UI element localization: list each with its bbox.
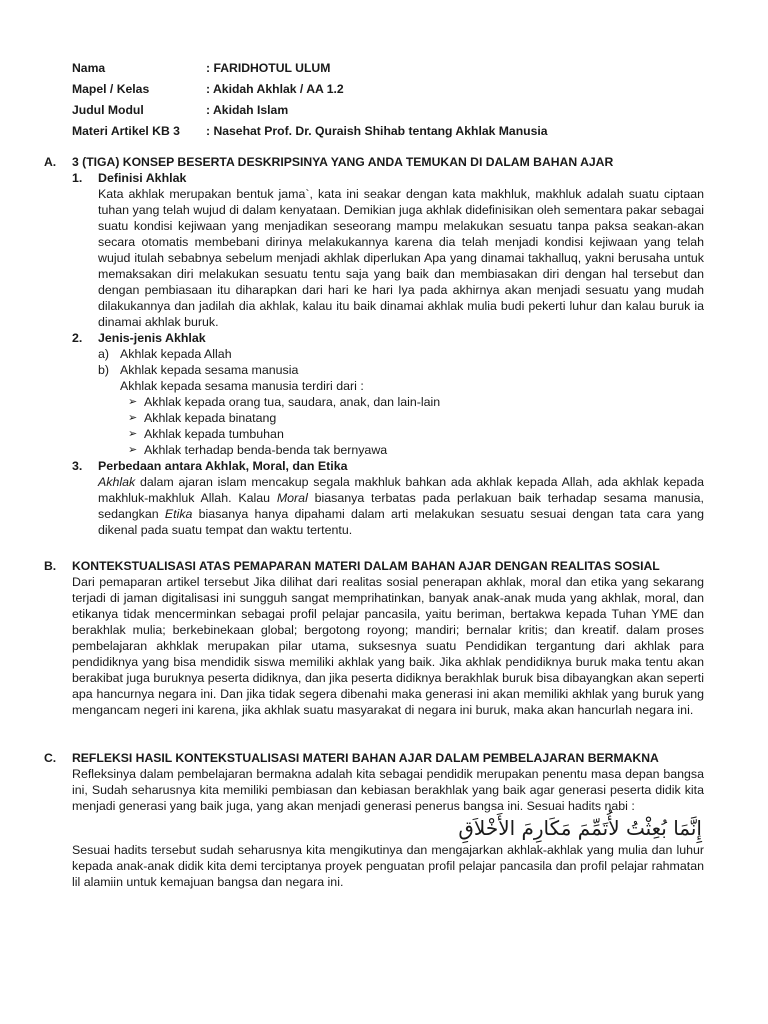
section-b-body — [72, 574, 704, 718]
item-title: Jenis-jenis Akhlak — [98, 331, 206, 345]
arrow-bullet-icon: ➢ — [128, 396, 138, 408]
term-moral: Moral — [276, 491, 308, 505]
meta-label: Nama — [72, 61, 106, 75]
contextualization-paragraph: Dari pemaparan artikel tersebut Jika dilihat dari realitas sosial penerapan akhlak, moral dan etika yang sekarang terjadi di jaman digitalisasi ini sungguh sangat memprihatinkan, banyak anak-anak muda yang akhlak, moral, dan etikanya tidak mencerminkan sebagai profil pelajar pancasila, yaitu beriman, bertakwa kepada Tuhan YME dan berakhlak mulia; berkebinekaan global; bergotong royong; mandiri; bernalar kritis; dan kreatif. dalam proses pembelajaran akhklak merupakan pilar utama, suksesnya suatu Pendidikan tergantung dari akhlak para pendidiknya yang bisa mendidik siswa memiliki akhlak yang baik. Jika akhlak pendidiknya buruk maka tentu akan berakibat juga buruknya peserta didiknya, dan jika peserta didiknya berakhlak buruk bisa dibayangkan akan seperti apa hancurnya negara ini. Dan jika tidak segera dibenahi maka generasi ini akan memiliki akhlak yang buruk yang mengancam negeri ini karena, jika akhlak suatu masyarakat di negara ini buruk, maka akan hancurlah negara ini. — [72, 575, 704, 717]
meta-label: Materi Artikel KB 3 — [72, 124, 180, 138]
arrow-bullet-icon: ➢ — [128, 428, 138, 440]
arrow-bullet-icon: ➢ — [128, 412, 138, 424]
bullet-item — [128, 410, 704, 426]
section-letter: A. — [44, 155, 57, 169]
section-title: KONTEKSTUALISASI ATAS PEMAPARAN MATERI DALAM BAHAN AJAR DENGAN REALITAS SOSIAL — [72, 559, 660, 573]
meta-row-nama — [72, 60, 712, 81]
section-a-heading — [44, 154, 704, 170]
section-title: 3 (TIGA) KONSEP BESERTA DESKRIPSINYA YANG ANDA TEMUKAN DI DALAM BAHAN AJAR — [72, 155, 614, 169]
meta-row-judul — [72, 102, 712, 123]
section-c-body — [72, 766, 704, 890]
text-run: dalam ajaran islam mencakup segala makhluk bahkan ada akhlak kepada Allah, ada akhlak kepada makhluk-makhluk Allah. Kalau — [98, 475, 704, 505]
meta-row-materi — [72, 123, 712, 144]
item-1-heading — [72, 170, 704, 186]
bullet-text: Akhlak terhadap benda-benda tak bernyawa — [144, 443, 388, 457]
bullet-item — [128, 394, 704, 410]
meta-label: Judul Modul — [72, 103, 144, 117]
item-number: 1. — [72, 171, 83, 185]
sub-item-a — [98, 346, 704, 362]
item-title: Definisi Akhlak — [98, 171, 187, 185]
section-b-heading — [44, 558, 704, 574]
meta-value: : FARIDHOTUL ULUM — [206, 61, 331, 75]
section-letter: B. — [44, 559, 57, 573]
difference-paragraph — [98, 474, 704, 538]
sub-letter: b) — [98, 363, 110, 377]
section-a-body — [72, 170, 704, 538]
item-3-body — [98, 474, 704, 538]
bullet-item — [128, 426, 704, 442]
text-run: biasanya terbatas pada perlakuan baik terhadap sesama manusia, sedangkan — [98, 491, 704, 521]
sub-note: Akhlak kepada sesama manusia terdiri dari : — [120, 379, 364, 393]
arrow-bullet-icon: ➢ — [128, 444, 138, 456]
section-a — [44, 154, 704, 538]
bullet-text: Akhlak kepada tumbuhan — [144, 427, 284, 441]
definition-paragraph: Kata akhlak merupakan bentuk jama`, kata ini seakar dengan kata makhluk, makhluk adalah suatu ciptaan tuhan yang telah wujud di dalam kenyataan. Demikian juga akhlak didefinisikan oleh sementara pakar sebagai suatu kondisi kejiwaan yang menjadikan seseorang mampu melakukan sesuatu tanpa paksa seakan-akan secara otomatis membebani dirinya melakukannya karena dia telah menjadi kondisi kejiwaan yang telah wujud itulah sebabnya sebelum menjadi akhlak diperlukan Apa yang dinamai takhalluq, yakni berusaha untuk memaksakan diri melakukan sesuatu tentu saja yang baik dan membiasakan diri dengan hal tersebut dan dengan pembiasaan itu diharapkan dari hari ke hari Iya pada akhirnya akan menjadi sesuatu yang mudah dilakukannya dan jadilah dia akhlak, kalau itu baik dinamai akhlak mulia budi pekerti luhur dan kalau buruk ia dinamai akhlak buruk. — [98, 187, 704, 329]
section-c — [44, 750, 704, 890]
bullet-text: Akhlak kepada binatang — [144, 411, 277, 425]
item-number: 2. — [72, 331, 83, 345]
item-3-heading — [72, 458, 704, 474]
bullet-item — [128, 442, 704, 458]
section-letter: C. — [44, 751, 57, 765]
sub-letter: a) — [98, 347, 110, 361]
term-etika: Etika — [164, 507, 193, 521]
meta-value: : Akidah Akhlak / AA 1.2 — [206, 82, 344, 96]
meta-row-mapel — [72, 81, 712, 102]
section-b — [44, 558, 704, 718]
bullet-text: Akhlak kepada orang tua, saudara, anak, dan lain-lain — [144, 395, 441, 409]
item-2-body — [98, 346, 704, 458]
meta-value: : Akidah Islam — [206, 103, 289, 117]
identity-block — [72, 60, 712, 144]
reflection-paragraph: Refleksinya dalam pembelajaran bermakna adalah kita sebagai pendidik merupakan penentu masa depan bangsa ini, Sudah seharusnya kita memiliki pembiasan dan kebiasan berakhlak yang baik agar generasi peserta didik kita menjadi generasi yang baik juga, yang akan menjadi generasi penerus bangsa ini. Sesuai hadits nabi : — [72, 767, 704, 813]
section-c-heading — [44, 750, 704, 766]
sub-text: Akhlak kepada Allah — [120, 347, 232, 361]
item-title: Perbedaan antara Akhlak, Moral, dan Etika — [98, 459, 348, 473]
text-run: biasanya hanya dipahami dalam arti melakukan sesuatu sesuai dengan tata cara yang dikenal pada suatu tempat dan waktu tertentu. — [98, 507, 704, 537]
term-akhlak: Akhlak — [98, 475, 136, 489]
meta-label: Mapel / Kelas — [72, 82, 150, 96]
hadith-arabic-text: إِنَّمَا بُعِثْتُ لأُتَمِّمَ مَكَارِمَ الأَخْلاَقِ — [458, 816, 702, 840]
item-1-body — [98, 186, 704, 330]
item-number: 3. — [72, 459, 83, 473]
item-2-heading — [72, 330, 704, 346]
sub-item-b — [98, 362, 704, 378]
conclusion-paragraph: Sesuai hadits tersebut sudah seharusnya kita mengikutinya dan mengajarkan akhlak-akhlak yang mulia dan luhur kepada anak-anak didik kita demi terciptanya proyek penguatan profil pelajar pancasila dan profil pelajar rahmatan lil alamiin untuk kemajuan bangsa dan negara ini. — [72, 843, 704, 889]
sub-text: Akhlak kepada sesama manusia — [120, 363, 299, 377]
meta-value: : Nasehat Prof. Dr. Quraish Shihab tentang Akhlak Manusia — [206, 124, 548, 138]
section-title: REFLEKSI HASIL KONTEKSTUALISASI MATERI BAHAN AJAR DALAM PEMBELAJARAN BERMAKNA — [72, 751, 659, 765]
